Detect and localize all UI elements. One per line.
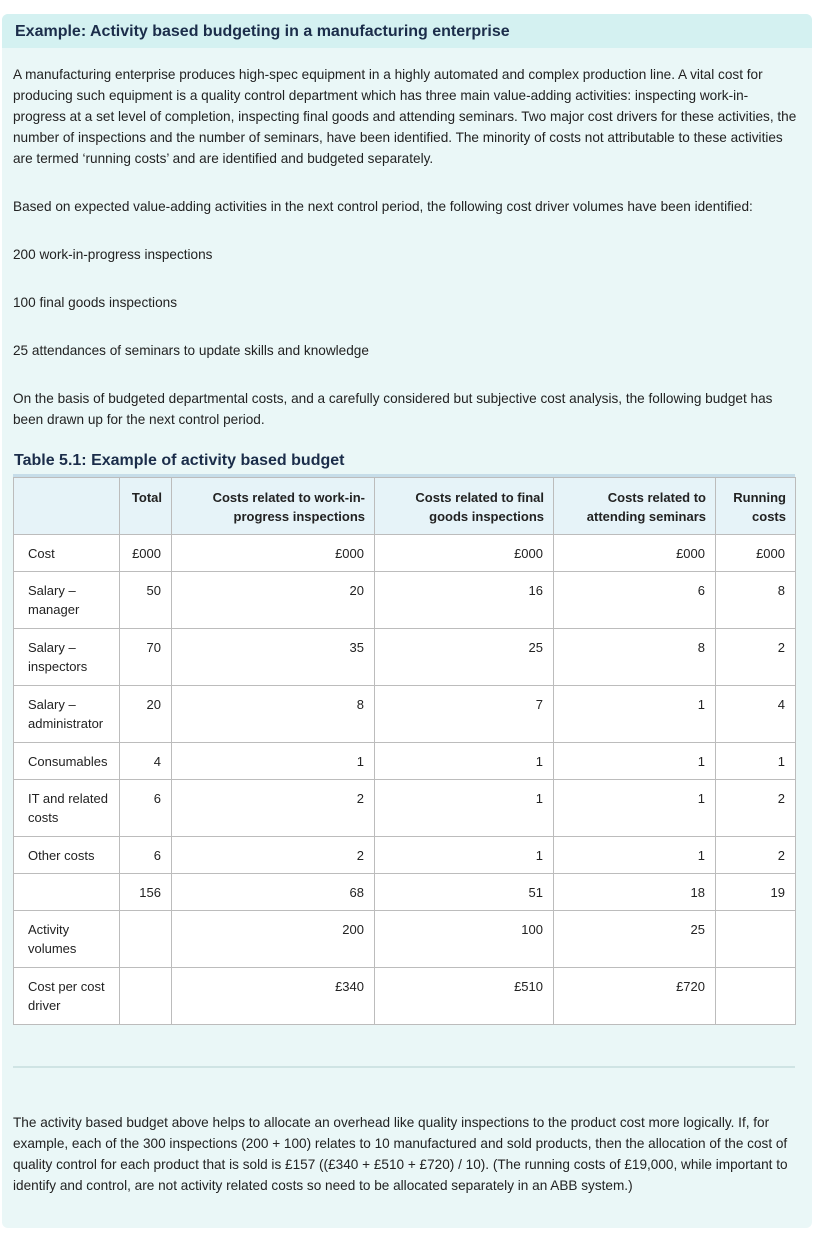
table-cell: 16 bbox=[375, 572, 554, 629]
table-caption: Table 5.1: Example of activity based budget bbox=[14, 452, 345, 469]
table-cell: 18 bbox=[554, 874, 716, 911]
row-label: Other costs bbox=[14, 837, 120, 874]
table-cell: 1 bbox=[554, 743, 716, 780]
header-seminars: Costs related to attending seminars bbox=[554, 478, 716, 535]
table-cell: 100 bbox=[375, 911, 554, 968]
header-final-inspections: Costs related to final goods inspections bbox=[375, 478, 554, 535]
table-cell: 35 bbox=[172, 629, 375, 686]
table-cell: 25 bbox=[375, 629, 554, 686]
table-cell: 19 bbox=[716, 874, 796, 911]
row-label: Cost bbox=[14, 535, 120, 572]
table-cell: 1 bbox=[375, 743, 554, 780]
section-divider bbox=[13, 1066, 795, 1068]
header-running-costs: Running costs bbox=[716, 478, 796, 535]
table-row bbox=[14, 535, 796, 572]
row-label: Cost per cost driver bbox=[14, 968, 120, 1025]
table-cell: 2 bbox=[716, 780, 796, 837]
example-title: Example: Activity based budgeting in a manufacturing enterprise bbox=[15, 23, 510, 40]
table-cell: £510 bbox=[375, 968, 554, 1025]
table-cell bbox=[716, 911, 796, 968]
table-cell: 7 bbox=[375, 686, 554, 743]
header-wip-inspections: Costs related to work-in-progress inspections bbox=[172, 478, 375, 535]
table-cell: 6 bbox=[120, 780, 172, 837]
table-cell bbox=[120, 968, 172, 1025]
driver-wip-inspections: 200 work-in-progress inspections bbox=[13, 247, 213, 262]
table-row bbox=[14, 743, 796, 780]
table-cell: 200 bbox=[172, 911, 375, 968]
table-cell: 1 bbox=[375, 837, 554, 874]
table-cell: 8 bbox=[554, 629, 716, 686]
row-label: Salary – administrator bbox=[14, 686, 120, 743]
table-cell: 1 bbox=[375, 780, 554, 837]
table-cell: 8 bbox=[172, 686, 375, 743]
table-cell bbox=[120, 911, 172, 968]
row-label: Activity volumes bbox=[14, 911, 120, 968]
example-title-bar bbox=[2, 14, 812, 48]
table-cell: 1 bbox=[554, 780, 716, 837]
table-cell: 1 bbox=[554, 837, 716, 874]
table-cell: £000 bbox=[172, 535, 375, 572]
intro-paragraph: A manufacturing enterprise produces high-spec equipment in a highly automated and complex production line. A vital cost for producing such equipment is a quality control department which has three main value-adding activities: inspecting work-in-progress at a set level of completion, inspecting final goods and attending seminars. Two major cost drivers for these activities, the number of inspections and the number of seminars, have been identified. The minority of costs not attributable to these activities are termed ‘running costs’ and are identified and budgeted separately. bbox=[13, 67, 797, 166]
row-label: Salary – manager bbox=[14, 572, 120, 629]
table-header-row bbox=[14, 478, 796, 535]
table-cell: 8 bbox=[716, 572, 796, 629]
table-cell: 4 bbox=[120, 743, 172, 780]
row-label: IT and related costs bbox=[14, 780, 120, 837]
table-row bbox=[14, 629, 796, 686]
table-cell: 20 bbox=[172, 572, 375, 629]
header-total: Total bbox=[120, 478, 172, 535]
table-cell: 1 bbox=[716, 743, 796, 780]
table-cell: 70 bbox=[120, 629, 172, 686]
table-cell: 51 bbox=[375, 874, 554, 911]
table-row bbox=[14, 686, 796, 743]
header-cell-blank bbox=[14, 478, 120, 535]
table-cell: £000 bbox=[375, 535, 554, 572]
table-cell: 2 bbox=[716, 837, 796, 874]
row-label bbox=[14, 874, 120, 911]
table-row bbox=[14, 968, 796, 1025]
activity-budget-table bbox=[13, 477, 796, 1025]
table-row bbox=[14, 837, 796, 874]
table-cell: £720 bbox=[554, 968, 716, 1025]
table-cell: £000 bbox=[554, 535, 716, 572]
table-cell: 4 bbox=[716, 686, 796, 743]
table-cell: 1 bbox=[554, 686, 716, 743]
table-row bbox=[14, 572, 796, 629]
table-row bbox=[14, 911, 796, 968]
closing-paragraph: The activity based budget above helps to allocate an overhead like quality inspections to the product cost more logically. If, for example, each of the 300 inspections (200 + 100) relates to 10 manufactured and sold products, then the allocation of the cost of quality control for each product that is sold is £157 ((£340 + £510 + £720) / 10). (The running costs of £19,000, while important to identify and control, are not activity related costs so need to be allocated separately in an ABB system.) bbox=[13, 1115, 788, 1193]
budget-table-wrapper bbox=[13, 474, 795, 1025]
table-cell: 25 bbox=[554, 911, 716, 968]
table-cell: 2 bbox=[172, 837, 375, 874]
budget-intro: On the basis of budgeted departmental costs, and a carefully considered but subjective cost analysis, the following budget has been drawn up for the next control period. bbox=[13, 391, 773, 427]
table-cell: £000 bbox=[716, 535, 796, 572]
table-cell: 1 bbox=[172, 743, 375, 780]
table-cell: 6 bbox=[554, 572, 716, 629]
row-label: Salary – inspectors bbox=[14, 629, 120, 686]
table-cell: 20 bbox=[120, 686, 172, 743]
driver-seminars: 25 attendances of seminars to update skills and knowledge bbox=[13, 343, 369, 358]
table-row bbox=[14, 780, 796, 837]
table-row-totals bbox=[14, 874, 796, 911]
table-cell bbox=[716, 968, 796, 1025]
table-cell: 6 bbox=[120, 837, 172, 874]
drivers-intro: Based on expected value-adding activities in the next control period, the following cost driver volumes have been identified: bbox=[13, 199, 753, 214]
table-cell: 50 bbox=[120, 572, 172, 629]
table-cell: 2 bbox=[716, 629, 796, 686]
row-label: Consumables bbox=[14, 743, 120, 780]
table-cell: 68 bbox=[172, 874, 375, 911]
table-cell: 2 bbox=[172, 780, 375, 837]
table-cell: £340 bbox=[172, 968, 375, 1025]
driver-final-inspections: 100 final goods inspections bbox=[13, 295, 177, 310]
table-cell: £000 bbox=[120, 535, 172, 572]
table-cell: 156 bbox=[120, 874, 172, 911]
